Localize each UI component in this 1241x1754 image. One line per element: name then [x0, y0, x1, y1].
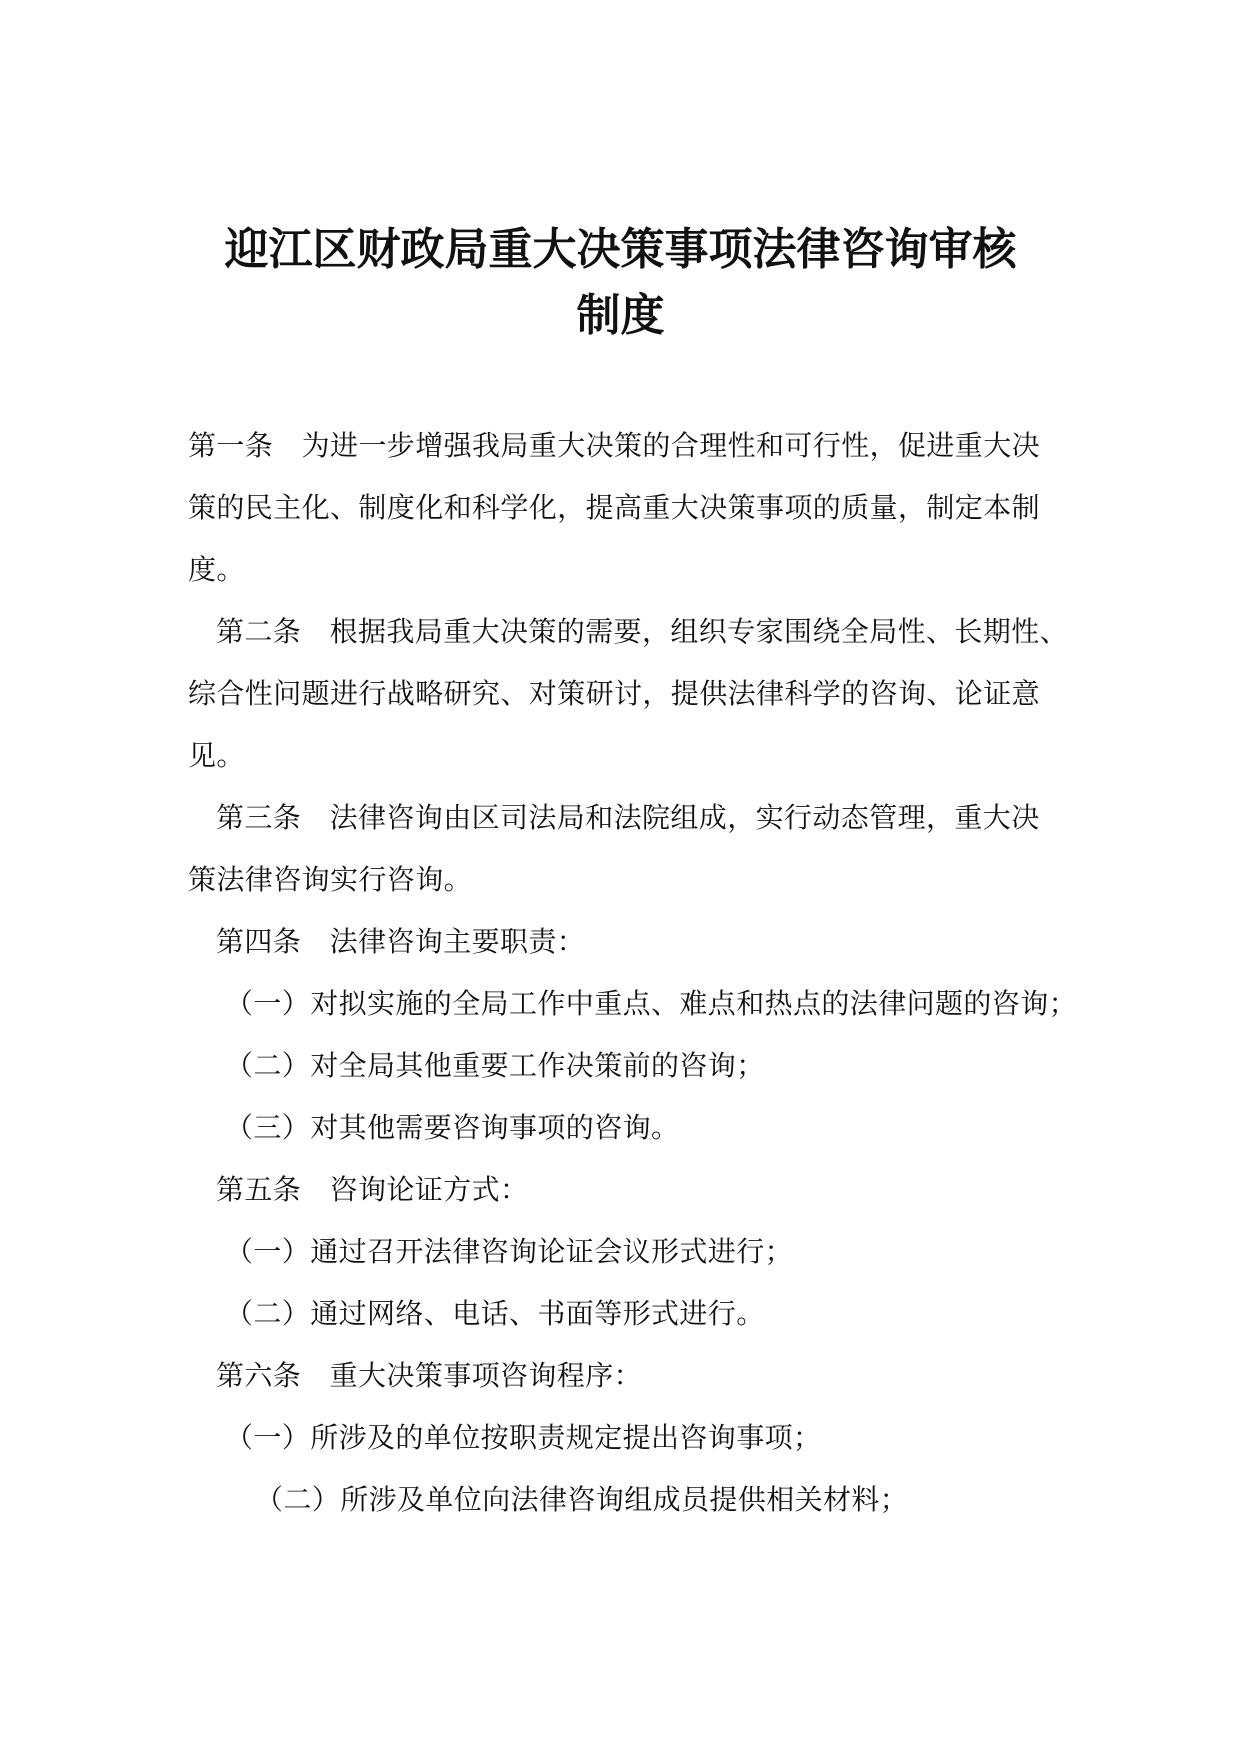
article-2-line-2: 综合性问题进行战略研究、对策研讨，提供法律科学的咨询、论证意 — [188, 677, 1041, 710]
article-6-item-1: （一）所涉及的单位按职责规定提出咨询事项； — [225, 1421, 822, 1454]
article-2-line-1: 第二条 根据我局重大决策的需要，组织专家围绕全局性、长期性、 — [216, 615, 1069, 648]
article-1-line-1: 第一条 为进一步增强我局重大决策的合理性和可行性，促进重大决 — [188, 429, 1041, 462]
article-1-line-2: 策的民主化、制度化和科学化，提高重大决策事项的质量，制定本制 — [188, 491, 1041, 524]
article-4-item-1: （一）对拟实施的全局工作中重点、难点和热点的法律问题的咨询； — [225, 987, 1078, 1020]
article-1-line-3: 度。 — [188, 553, 245, 586]
document-title-line-1: 迎江区财政局重大决策事项法律咨询审核 — [224, 224, 1017, 275]
article-5-item-1: （一）通过召开法律咨询论证会议形式进行； — [225, 1235, 794, 1268]
article-2-line-3: 见。 — [188, 739, 245, 772]
article-5-item-2: （二）通过网络、电话、书面等形式进行。 — [225, 1297, 765, 1330]
article-6-item-2: （二）所涉及单位向法律咨询组成员提供相关材料； — [255, 1483, 909, 1516]
article-3-line-2: 策法律咨询实行咨询。 — [188, 863, 473, 896]
article-6-heading: 第六条 重大决策事项咨询程序： — [216, 1359, 643, 1392]
article-5-heading: 第五条 咨询论证方式： — [216, 1173, 529, 1206]
document-title-line-2: 制度 — [576, 290, 665, 341]
article-4-item-2: （二）对全局其他重要工作决策前的咨询； — [225, 1049, 765, 1082]
article-3-line-1: 第三条 法律咨询由区司法局和法院组成，实行动态管理，重大决 — [216, 801, 1040, 834]
article-4-item-3: （三）对其他需要咨询事项的咨询。 — [225, 1111, 680, 1144]
article-4-heading: 第四条 法律咨询主要职责： — [216, 925, 586, 958]
